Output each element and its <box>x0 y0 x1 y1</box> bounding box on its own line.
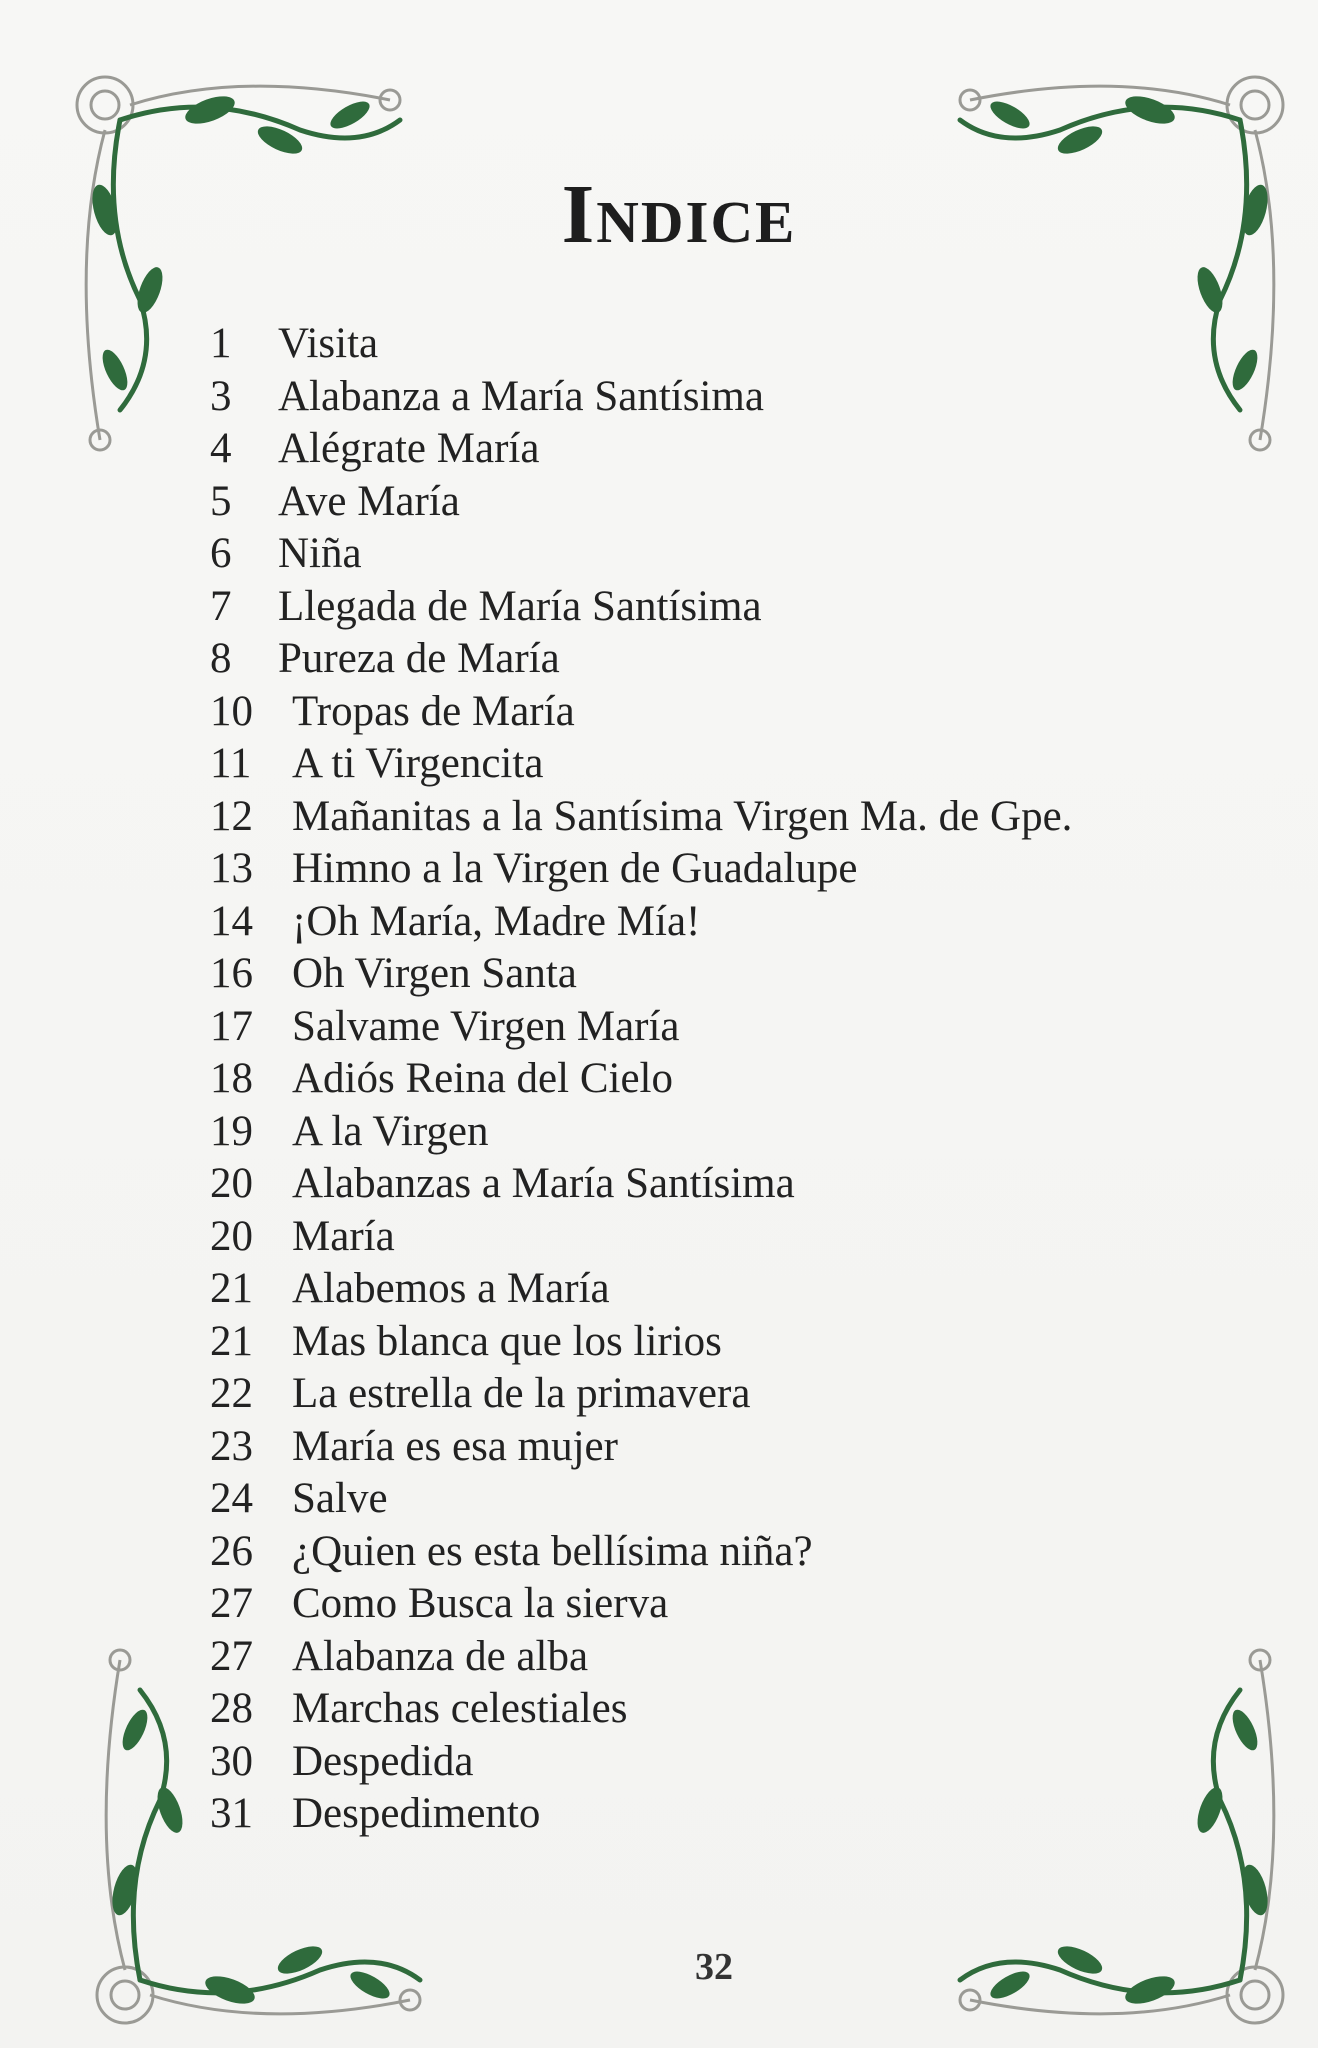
toc-entry-title: Ave María <box>278 477 460 525</box>
toc-entry-title: Niña <box>278 530 362 577</box>
toc-entry-page-number: 5 <box>210 477 232 525</box>
toc-entry <box>210 1631 1190 1684</box>
toc-entry-title: Oh Virgen Santa <box>292 950 577 997</box>
toc-entry <box>210 843 1190 896</box>
toc-entry-title: Alabanza a María Santísima <box>278 372 764 420</box>
toc-entry <box>210 371 1190 424</box>
toc-entry <box>210 1053 1190 1106</box>
toc-entry-page-number: 26 <box>210 1527 253 1575</box>
toc-entry <box>210 1106 1190 1159</box>
toc-entry-page-number: 30 <box>210 1737 253 1785</box>
toc-entry <box>210 1316 1190 1369</box>
toc-entry-title: Alabemos a María <box>292 1265 610 1312</box>
toc-entry-page-number: 3 <box>210 372 232 420</box>
toc-entry <box>210 423 1190 476</box>
toc-entry-title: Como Busca la sierva <box>292 1580 669 1627</box>
toc-entry-page-number: 28 <box>210 1685 253 1732</box>
toc-entry <box>210 528 1190 581</box>
toc-entry <box>210 1473 1190 1526</box>
toc-entry-title: ¿Quien es esta bellísima niña? <box>292 1527 813 1575</box>
toc-entry <box>210 1001 1190 1054</box>
toc-entry-page-number: 27 <box>210 1580 253 1627</box>
toc-entry <box>210 633 1190 686</box>
toc-entry <box>210 1578 1190 1631</box>
table-of-contents <box>210 318 1190 1841</box>
toc-entry-title: Salve <box>292 1475 388 1522</box>
page-title: Indice <box>561 168 797 262</box>
toc-entry-page-number: 12 <box>210 792 253 840</box>
toc-entry-page-number: 10 <box>210 687 253 735</box>
toc-entry-title: Marchas celestiales <box>292 1685 628 1732</box>
toc-entry-page-number: 21 <box>210 1317 253 1365</box>
toc-entry-title: María <box>292 1212 395 1260</box>
toc-entry-page-number: 23 <box>210 1422 253 1470</box>
toc-entry-title: A la Virgen <box>292 1107 489 1155</box>
toc-entry <box>210 791 1190 844</box>
toc-entry-title: ¡Oh María, Madre Mía! <box>292 897 701 945</box>
toc-entry-page-number: 22 <box>210 1370 253 1417</box>
toc-entry <box>210 738 1190 791</box>
toc-entry-title: Despedimento <box>292 1790 541 1837</box>
toc-entry-title: Tropas de María <box>292 687 575 735</box>
toc-entry-page-number: 7 <box>210 582 232 630</box>
toc-entry-page-number: 31 <box>210 1790 253 1837</box>
toc-entry-title: Alégrate María <box>278 425 540 472</box>
toc-entry-title: Salvame Virgen María <box>292 1002 680 1050</box>
toc-entry <box>210 1683 1190 1736</box>
toc-entry-page-number: 8 <box>210 635 232 682</box>
toc-entry-page-number: 14 <box>210 897 253 945</box>
toc-entry <box>210 1263 1190 1316</box>
toc-entry-title: Adiós Reina del Cielo <box>292 1055 673 1102</box>
page-number: 32 <box>695 1946 733 1988</box>
toc-entry <box>210 1158 1190 1211</box>
toc-entry-page-number: 18 <box>210 1055 253 1102</box>
toc-entry-page-number: 4 <box>210 425 232 472</box>
toc-entry-page-number: 20 <box>210 1212 253 1260</box>
toc-entry-title: Himno a la Virgen de Guadalupe <box>292 845 858 892</box>
toc-entry <box>210 1788 1190 1841</box>
toc-entry-page-number: 19 <box>210 1107 253 1155</box>
toc-entry-title: A ti Virgencita <box>292 740 544 787</box>
toc-entry-title: Llegada de María Santísima <box>278 582 762 630</box>
toc-entry-page-number: 20 <box>210 1160 253 1207</box>
toc-entry <box>210 476 1190 529</box>
toc-entry <box>210 686 1190 739</box>
toc-entry-page-number: 24 <box>210 1475 253 1522</box>
toc-entry-title: Mañanitas a la Santísima Virgen Ma. de Gpe. <box>292 792 1073 840</box>
toc-entry-page-number: 1 <box>210 320 232 367</box>
toc-entry-title: Alabanzas a María Santísima <box>292 1160 795 1207</box>
toc-entry-title: Alabanza de alba <box>292 1632 589 1680</box>
toc-entry-page-number: 11 <box>210 740 252 787</box>
toc-entry <box>210 1526 1190 1579</box>
toc-entry-page-number: 6 <box>210 530 232 577</box>
toc-entry-title: Mas blanca que los lirios <box>292 1317 722 1365</box>
toc-entry <box>210 1211 1190 1264</box>
toc-entry-page-number: 17 <box>210 1002 253 1050</box>
toc-entry <box>210 581 1190 634</box>
toc-entry-title: Despedida <box>292 1737 474 1785</box>
toc-entry-page-number: 21 <box>210 1265 253 1312</box>
toc-entry-title: María es esa mujer <box>292 1422 618 1470</box>
toc-entry-page-number: 27 <box>210 1632 253 1680</box>
toc-entry-title: La estrella de la primavera <box>292 1370 751 1417</box>
toc-entry <box>210 896 1190 949</box>
toc-entry-title: Visita <box>278 320 379 367</box>
toc-entry <box>210 318 1190 371</box>
toc-entry-page-number: 13 <box>210 845 253 892</box>
toc-entry-title: Pureza de María <box>278 635 560 682</box>
toc-entry <box>210 1736 1190 1789</box>
toc-entry <box>210 948 1190 1001</box>
toc-entry <box>210 1421 1190 1474</box>
toc-entry-page-number: 16 <box>210 950 253 997</box>
toc-entry <box>210 1368 1190 1421</box>
